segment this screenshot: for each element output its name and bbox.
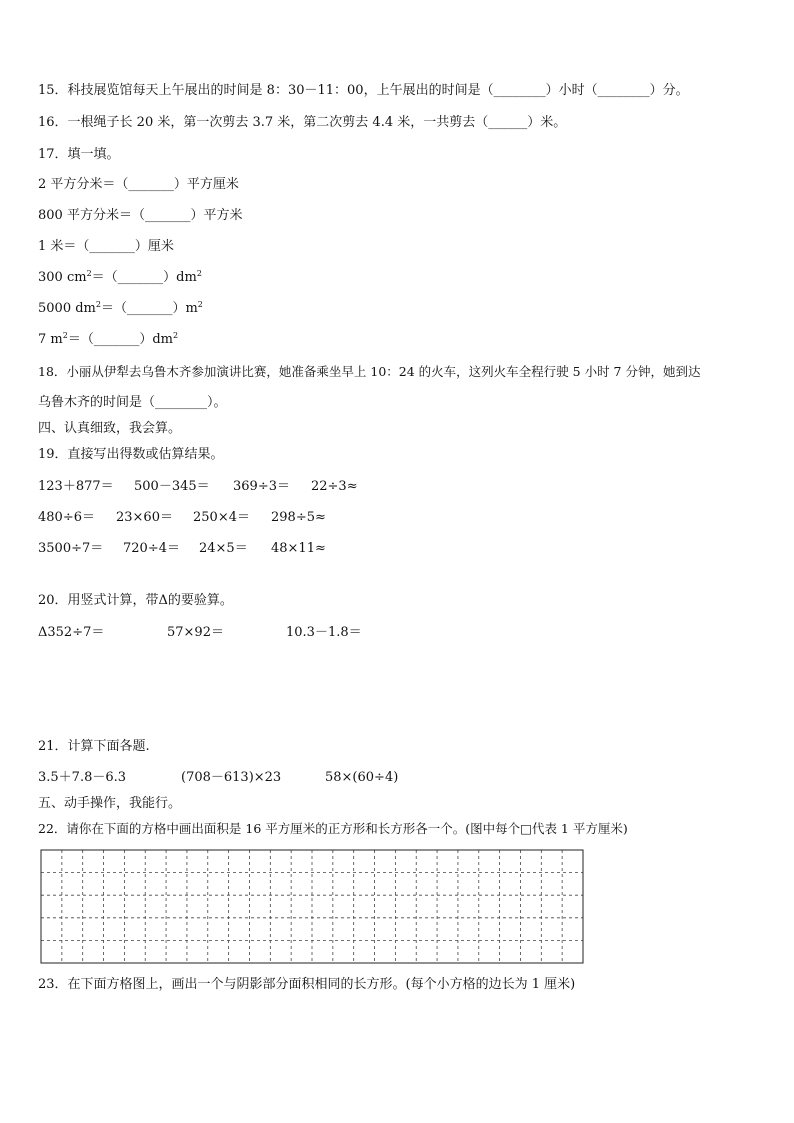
calc-item: 58×(60÷4) [325,770,399,785]
section-4-heading: 四、认真细致，我会算。 [38,421,182,436]
question-17-line-5 [38,301,203,317]
question-16: 16．一根绳子长 20 米，第一次剪去 3.7 米，第二次剪去 4.4 米，一共剪去（______）米。 [38,115,567,130]
calc-item: 480÷6＝ [38,510,95,525]
question-17-line-1: 2 平方分米＝（_______）平方厘米 [38,177,239,192]
calc-item: 500－345＝ [134,479,210,494]
calc-item: 3.5＋7.8－6.3 [38,770,127,785]
calc-item: 23×60＝ [116,510,173,525]
calc-item: (708－613)×23 [181,770,282,785]
q17-l4-right: ＝（_______）dm [91,270,197,285]
superscript: 2 [86,269,92,278]
question-17-line-4 [38,270,202,286]
question-21-title: 21．计算下面各题. [38,739,150,754]
superscript: 2 [197,300,203,309]
calc-item: 57×92＝ [167,625,224,640]
calc-item: 3500÷7＝ [38,541,104,556]
q17-l5-right: ＝（_______）m [100,301,198,316]
calc-item: 24×5＝ [199,541,248,556]
calc-item: 298÷5≈ [271,510,326,525]
superscript: 2 [172,331,179,340]
question-17-line-3: 1 米＝（_______）厘米 [38,239,174,254]
calc-item: 48×11≈ [271,541,326,556]
calc-item: 22÷3≈ [311,479,358,494]
calc-item: 369÷3＝ [233,479,290,494]
q17-l5-left: 5000 dm [38,301,96,316]
q17-l4-left: 300 cm [38,270,87,285]
question-20-title: 20．用竖式计算，带Δ的要验算。 [38,593,233,608]
calc-item: 250×4＝ [193,510,250,525]
question-17-line-6 [38,332,178,348]
question-19-title: 19．直接写出得数或估算结果。 [38,447,224,462]
superscript: 2 [196,269,202,278]
calc-item: 720÷4＝ [123,541,180,556]
calc-item: 123＋877＝ [38,479,114,494]
section-5-heading: 五、动手操作，我能行。 [38,796,182,811]
dotted-grid[interactable] [40,849,584,964]
question-17-title: 17．填一填。 [38,147,120,162]
superscript: 2 [62,331,68,340]
q17-l6-left: 7 m [38,332,63,347]
question-22: 22．请你在下面的方格中画出面积是 16 平方厘米的正方形和长方形各一个。(图中每个□代表 1 平方厘米) [38,821,628,836]
q17-l6-right: ＝（_______）dm [67,332,173,347]
calc-item: Δ352÷7＝ [38,625,105,640]
question-15: 15．科技展览馆每天上午展出的时间是 8：30－11：00，上午展出的时间是（________）小时（________）分。 [38,83,689,98]
question-17-line-2: 800 平方分米＝（_______）平方米 [38,208,243,223]
superscript: 2 [95,300,101,309]
question-18-line-1: 18．小丽从伊犁去乌鲁木齐参加演讲比赛，她准备乘坐早上 10：24 的火车，这列火车全程行驶 5 小时 7 分钟，她到达 [38,364,701,379]
calc-item: 10.3－1.8＝ [286,625,362,640]
question-23: 23．在下面方格图上，画出一个与阴影部分面积相同的长方形。(每个小方格的边长为 1 厘米) [38,977,576,992]
question-18-line-2: 乌鲁木齐的时间是（________）。 [38,395,227,410]
